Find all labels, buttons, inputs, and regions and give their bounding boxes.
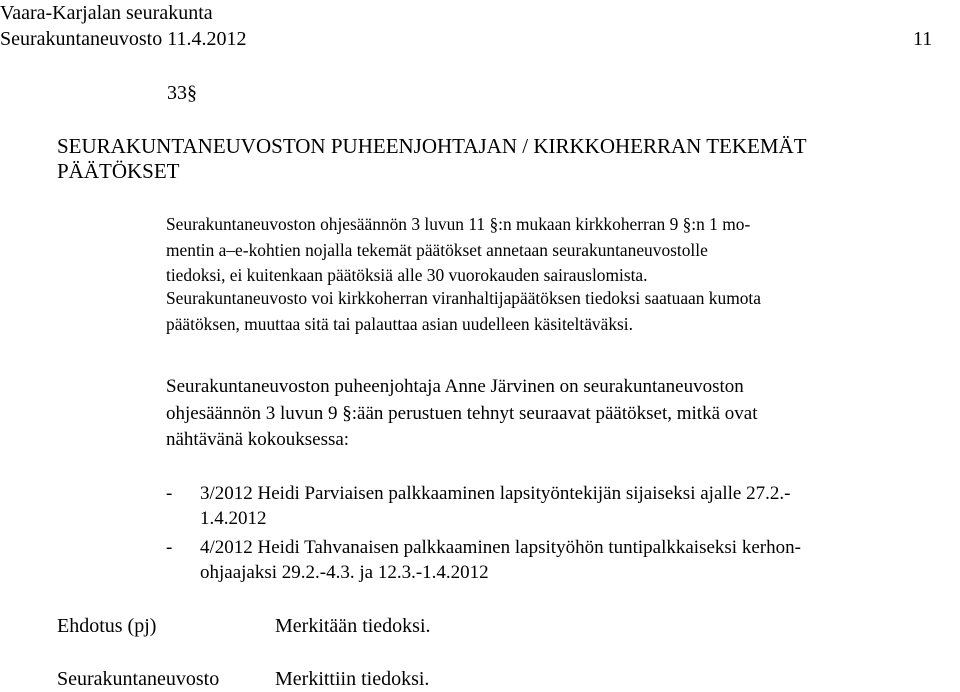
list-item-bullet: - xyxy=(166,483,173,504)
list-item-line: 3/2012 Heidi Parviaisen palkkaaminen lapsityöntekijän sijaiseksi ajalle 27.2.- xyxy=(200,483,791,504)
paragraph-line: Seurakuntaneuvosto voi kirkkoherran viranhaltijapäätöksen tiedoksi saatuaan kumota xyxy=(166,288,761,308)
paragraph-line: nähtävänä kokouksessa: xyxy=(166,429,350,450)
paragraph-line: päätöksen, muuttaa sitä tai palauttaa asian uudelleen käsiteltäväksi. xyxy=(166,313,633,334)
list-item-line: 1.4.2012 xyxy=(200,508,267,529)
decision-text-council: Merkittiin tiedoksi. xyxy=(275,668,430,690)
paragraph-line: Seurakuntaneuvoston puheenjohtaja Anne Järvinen on seurakuntaneuvoston xyxy=(166,376,744,397)
paragraph-council-power xyxy=(166,286,761,337)
list-item-line: ohjaajaksi 29.2.-4.3. ja 12.3.-1.4.2012 xyxy=(200,562,489,583)
header-organization: Vaara-Karjalan seurakunta xyxy=(0,2,213,24)
paragraph-line: mentin a–e-kohtien nojalla tekemät päätökset annetaan seurakuntaneuvostolle xyxy=(166,239,708,260)
list-item-line: 4/2012 Heidi Tahvanaisen palkkaaminen lapsityöhön tuntipalkkaiseksi kerhon- xyxy=(200,537,801,558)
section-title-line-1: SEURAKUNTANEUVOSTON PUHEENJOHTAJAN / KIRKKOHERRAN TEKEMÄT xyxy=(57,134,807,158)
list-item-bullet: - xyxy=(166,537,173,558)
section-title-line-2: PÄÄTÖKSET xyxy=(57,159,180,183)
page-number: 11 xyxy=(913,28,933,50)
header-meeting: Seurakuntaneuvosto 11.4.2012 xyxy=(0,28,247,50)
decision-text-proposal: Merkitään tiedoksi. xyxy=(275,615,431,637)
decision-label-proposal: Ehdotus (pj) xyxy=(57,615,157,637)
section-number: 33§ xyxy=(167,82,197,104)
paragraph-chair-decisions xyxy=(166,374,757,454)
paragraph-regulation xyxy=(166,212,750,289)
paragraph-line: tiedoksi, ei kuitenkaan päätöksiä alle 30 vuorokauden sairauslomista. xyxy=(166,265,648,286)
decision-label-council: Seurakuntaneuvosto xyxy=(57,668,220,690)
paragraph-line: ohjesäännön 3 luvun 9 §:ään perustuen tehnyt seuraavat päätökset, mitkä ovat xyxy=(166,402,758,424)
paragraph-line: Seurakuntaneuvoston ohjesäännön 3 luvun 11 §:n mukaan kirkkoherran 9 §:n 1 mo- xyxy=(166,214,751,234)
